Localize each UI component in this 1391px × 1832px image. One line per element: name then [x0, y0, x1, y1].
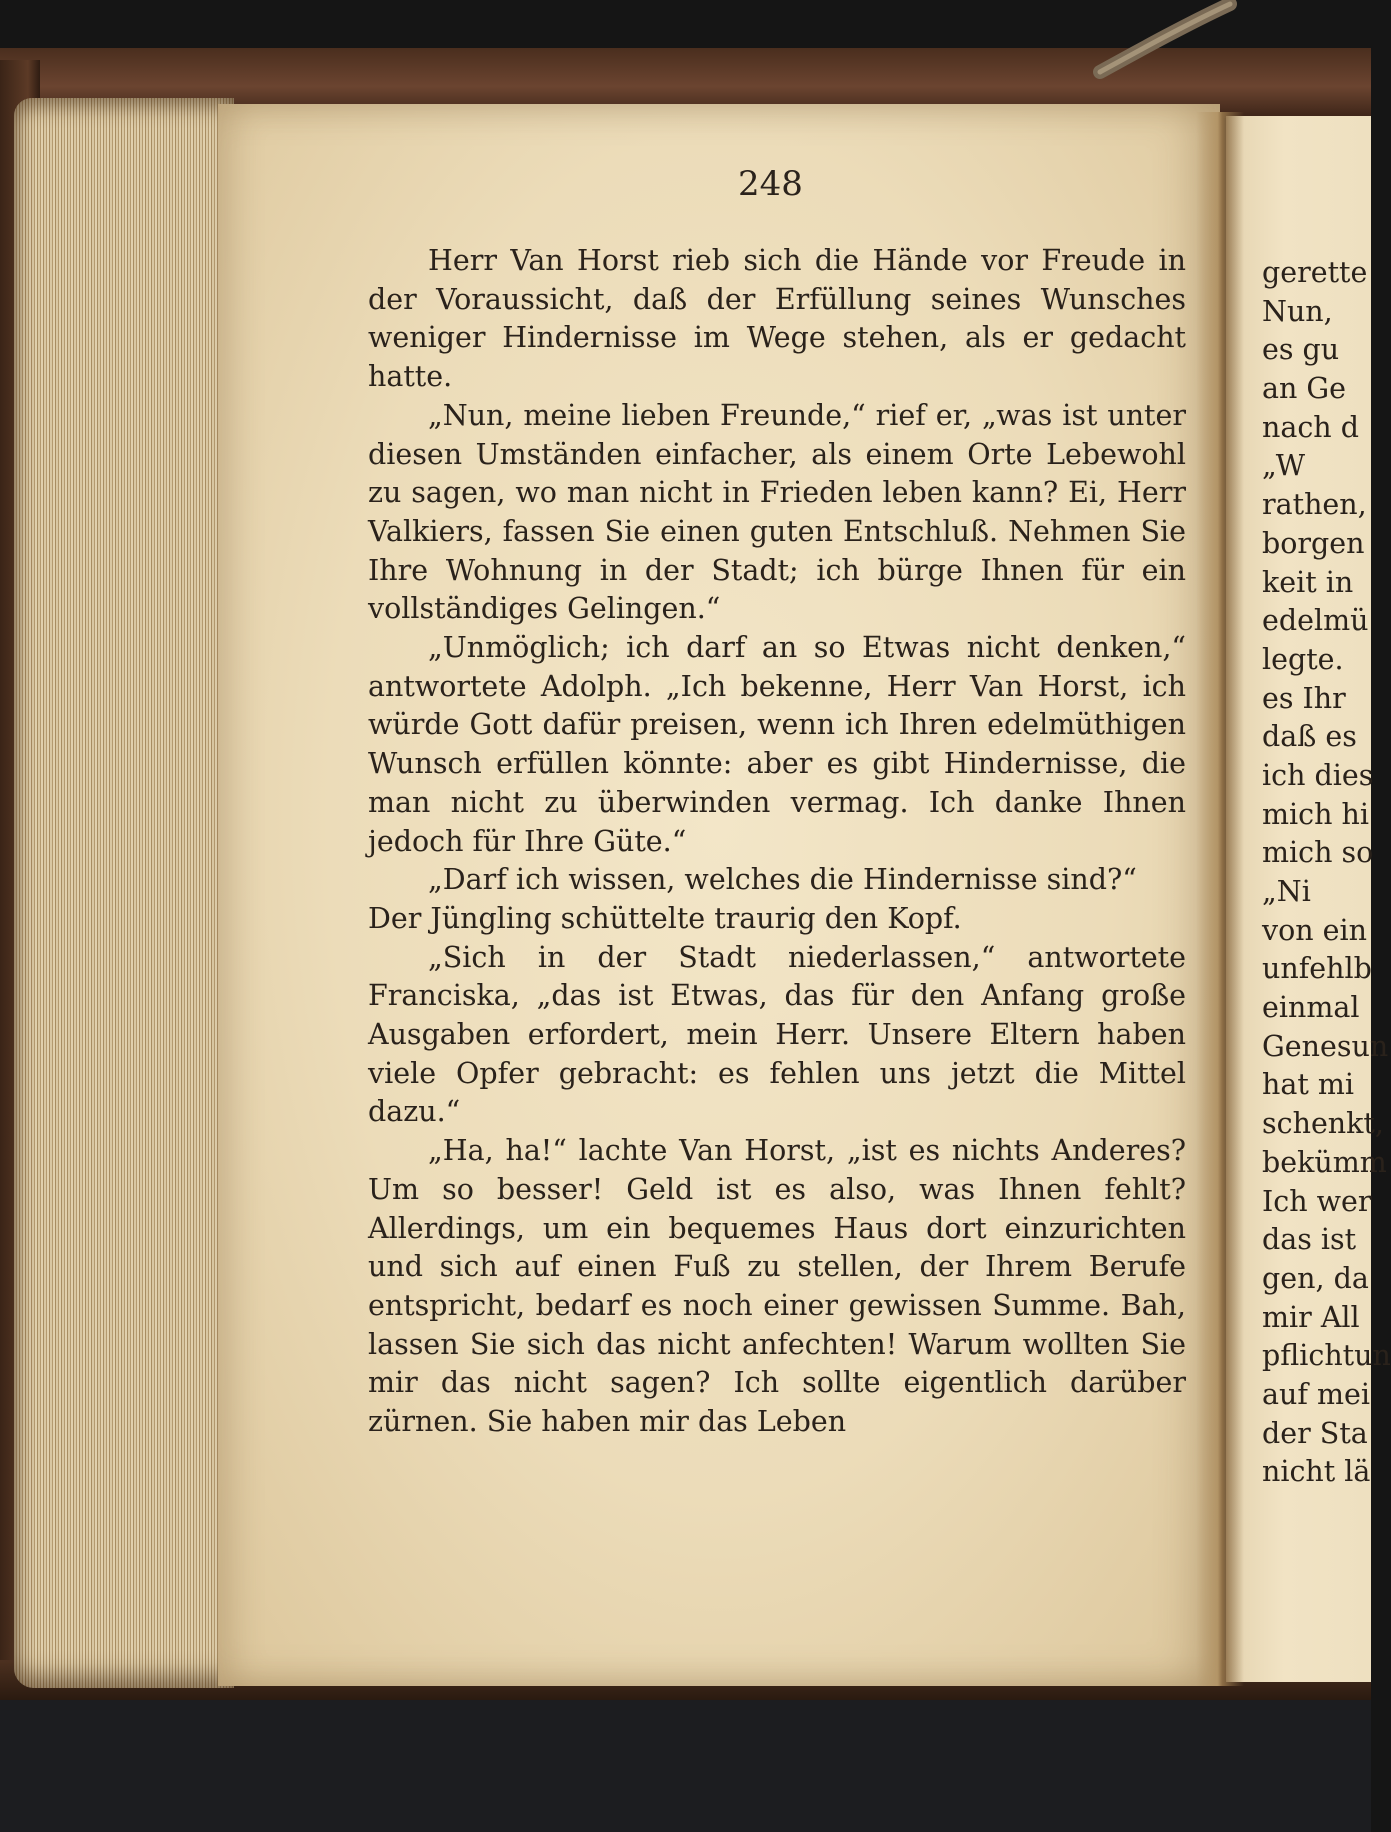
book-gutter: [1196, 112, 1244, 1686]
facing-line: auf mei: [1262, 1377, 1370, 1411]
facing-line: hat mi: [1262, 1068, 1354, 1102]
facing-line: legte.: [1262, 642, 1344, 676]
facing-line: ich dies: [1262, 758, 1374, 792]
page-number: 248: [738, 164, 803, 204]
facing-line: nicht lä: [1262, 1455, 1371, 1489]
paragraph: „Sich in der Stadt niederlassen,“ antwortete Franciska, „das ist Etwas, das für den Anfang große Ausgaben erfordert, mein Herr. Unsere Eltern haben viele Opfer gebracht: es fehlen uns jetzt die Mittel dazu.“: [368, 940, 1186, 1129]
facing-line: Ich wer: [1262, 1184, 1372, 1218]
paragraph: „Ha, ha!“ lachte Van Horst, „ist es nichts Anderes? Um so besser! Geld ist es also, was Ihnen fehlt? Allerdings, um ein bequemes Haus dort einzurichten und sich auf einen Fuß zu stellen, der Ihrem Berufe entspricht, bedarf es noch einer gewissen Summe. Bah, lassen Sie sich das nicht anfechten! Warum wollten Sie mir das nicht sagen? Ich sollte eigentlich darüber zürnen. Sie haben mir das Leben: [368, 1134, 1186, 1439]
facing-line: es gu: [1262, 333, 1340, 367]
facing-line: Nun,: [1262, 294, 1333, 328]
facing-line: unfehlb: [1262, 952, 1372, 986]
facing-line: rathen,: [1262, 488, 1367, 522]
page-edges: [14, 98, 234, 1688]
facing-line: „W: [1262, 449, 1306, 483]
facing-line: von ein: [1262, 913, 1368, 947]
facing-line: mich so: [1262, 836, 1374, 870]
facing-line: das ist: [1262, 1223, 1357, 1257]
facing-line: daß es: [1262, 720, 1357, 754]
facing-line: es Ihr: [1262, 681, 1346, 715]
facing-line: gen, da: [1262, 1261, 1369, 1295]
facing-line: mir All: [1262, 1300, 1360, 1334]
paragraph: Der Jüngling schüttelte traurig den Kopf.: [368, 901, 962, 935]
paragraph: Herr Van Horst rieb sich die Hände vor Freude in der Voraussicht, daß der Erfüllung seines Wunsches weniger Hindernisse im Wege stehen, als er gedacht hatte.: [368, 244, 1186, 394]
page-text: [368, 242, 1186, 1442]
facing-line: an Ge: [1262, 372, 1347, 406]
facing-line: schenkt,: [1262, 1107, 1384, 1141]
facing-line: borgen: [1262, 526, 1365, 560]
facing-line: pflichtun: [1262, 1339, 1391, 1373]
facing-page-text: [1262, 254, 1391, 1492]
facing-line: keit in: [1262, 565, 1354, 599]
facing-line: bekümm: [1262, 1145, 1387, 1179]
facing-line: Genesun: [1262, 1029, 1389, 1063]
facing-line: „Ni: [1262, 875, 1311, 908]
facing-line: nach d: [1262, 410, 1359, 444]
paragraph: „Darf ich wissen, welches die Hindernisse sind?“: [428, 863, 1137, 897]
paragraph: „Nun, meine lieben Freunde,“ rief er, „was ist unter diesen Umständen einfacher, als einem Orte Lebewohl zu sagen, wo man nicht in Frieden leben kann? Ei, Herr Valkiers, fassen Sie einen guten Entschluß. Nehmen Sie Ihre Wohnung in der Stadt; ich bürge Ihnen für ein vollständiges Gelingen.“: [368, 398, 1186, 626]
facing-line: gerette: [1262, 256, 1368, 289]
facing-line: der Sta: [1262, 1416, 1368, 1450]
paragraph: „Unmöglich; ich darf an so Etwas nicht denken,“ antwortete Adolph. „Ich bekenne, Herr Van Horst, ich würde Gott dafür preisen, wenn ich Ihren edelmüthigen Wunsch erfüllen könnte: aber es gibt Hindernisse, die man nicht zu überwinden vermag. Ich danke Ihnen jedoch für Ihre Güte.“: [368, 631, 1186, 858]
facing-line: edelmü: [1262, 604, 1369, 638]
facing-line: mich hi: [1262, 797, 1369, 831]
facing-line: einmal: [1262, 991, 1360, 1025]
table-surface: [0, 1690, 1371, 1832]
